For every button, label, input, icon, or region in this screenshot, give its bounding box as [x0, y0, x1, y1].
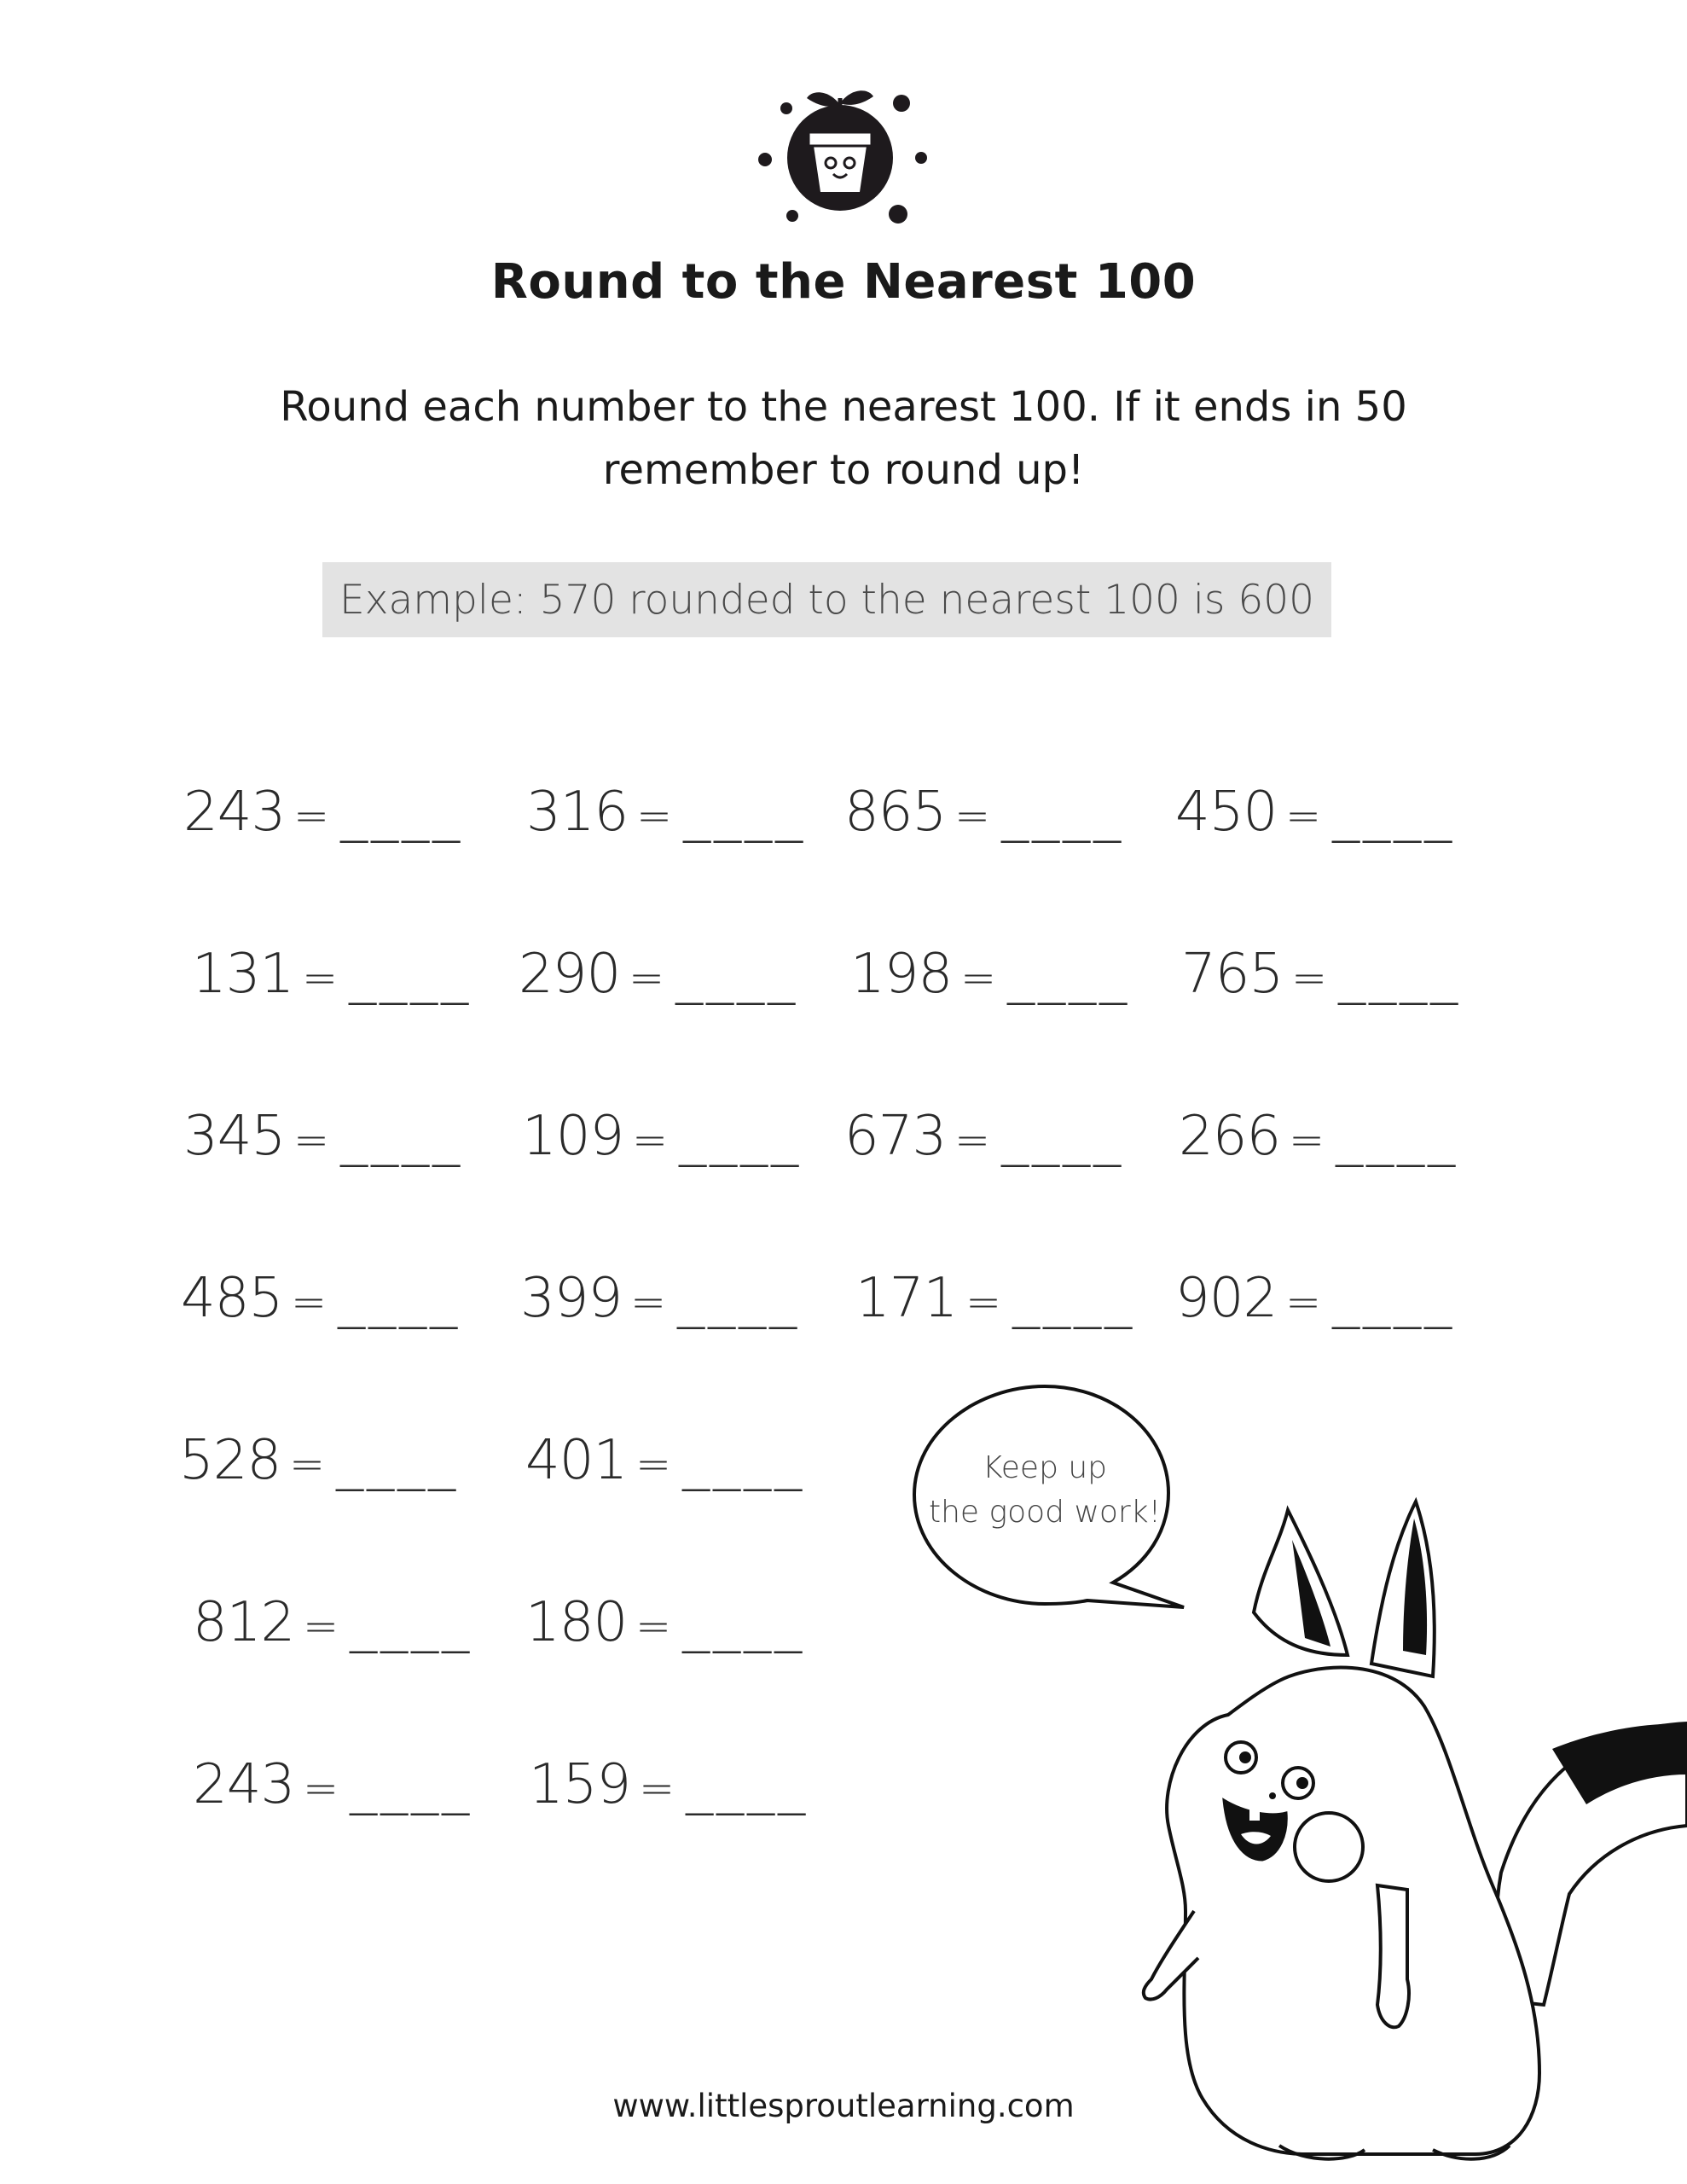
equals-sign: = [635, 1601, 671, 1651]
problem-number: 450 [1175, 781, 1278, 844]
equals-sign: = [1285, 1277, 1321, 1327]
equals-sign: = [1285, 791, 1321, 840]
equals-sign: = [954, 1115, 990, 1165]
instructions [0, 375, 1687, 502]
equals-sign: = [965, 1277, 1001, 1327]
answer-blank[interactable]: ____ [350, 1753, 473, 1816]
equals-sign: = [954, 791, 990, 840]
answer-blank[interactable]: ____ [338, 1267, 461, 1330]
problem-item [522, 1105, 802, 1168]
equals-sign: = [632, 1115, 668, 1165]
problem-number: 485 [181, 1267, 283, 1330]
problem-item [850, 943, 1130, 1006]
problem-item [520, 1267, 800, 1330]
equals-sign: = [629, 953, 664, 1002]
problem-number: 902 [1175, 1267, 1278, 1330]
problem-number: 243 [183, 781, 286, 844]
problem-number: 528 [179, 1429, 281, 1492]
answer-blank[interactable]: ____ [1336, 1105, 1459, 1168]
answer-blank[interactable]: ____ [686, 1753, 809, 1816]
answer-blank[interactable]: ____ [1332, 781, 1456, 844]
problem-item [529, 1753, 809, 1816]
problem-number: 131 [192, 943, 294, 1006]
equals-sign: = [1289, 1115, 1325, 1165]
problem-number: 290 [519, 943, 621, 1006]
answer-blank[interactable]: ____ [1001, 781, 1125, 844]
problem-number: 812 [193, 1591, 295, 1654]
problem-item [193, 1753, 472, 1816]
example-text: Example: 570 rounded to the nearest 100 is 600 [339, 576, 1315, 624]
problem-number: 159 [529, 1753, 631, 1816]
problem-item [525, 1429, 805, 1492]
sprout-pot-logo-icon [751, 73, 930, 230]
problem-number: 401 [525, 1429, 628, 1492]
answer-blank[interactable]: ____ [683, 781, 807, 844]
answer-blank[interactable]: ____ [340, 781, 464, 844]
equals-sign: = [289, 1439, 325, 1489]
problem-item [519, 943, 798, 1006]
problem-number: 865 [844, 781, 947, 844]
instructions-line-2: remember to round up! [602, 446, 1085, 494]
equals-sign: = [291, 1277, 327, 1327]
problem-item [526, 781, 806, 844]
problem-item [844, 1105, 1124, 1168]
equals-sign: = [635, 1439, 671, 1489]
problem-item [1179, 1105, 1458, 1168]
answer-blank[interactable]: ____ [1332, 1267, 1456, 1330]
problem-item [179, 1429, 459, 1492]
equals-sign: = [636, 791, 672, 840]
problem-item [1175, 781, 1455, 844]
problem-number: 316 [526, 781, 629, 844]
answer-blank[interactable]: ____ [350, 1591, 473, 1654]
answer-blank[interactable]: ____ [679, 1105, 803, 1168]
answer-blank[interactable]: ____ [1338, 943, 1462, 1006]
speech-bubble-line-2: the good work! [928, 1495, 1162, 1530]
equals-sign: = [293, 1115, 329, 1165]
equals-sign: = [302, 953, 338, 1002]
problem-item [525, 1591, 805, 1654]
problem-item [1175, 1267, 1455, 1330]
problem-number: 765 [1181, 943, 1284, 1006]
problem-item [844, 781, 1124, 844]
equals-sign: = [639, 1763, 675, 1813]
problem-item [1181, 943, 1461, 1006]
example-box [322, 562, 1331, 637]
problem-item [183, 781, 463, 844]
problem-number: 673 [844, 1105, 947, 1168]
problem-number: 266 [1179, 1105, 1281, 1168]
problem-number: 109 [522, 1105, 624, 1168]
instructions-line-1: Round each number to the nearest 100. If it ends in 50 [280, 383, 1407, 431]
answer-blank[interactable]: ____ [1007, 943, 1131, 1006]
equals-sign: = [303, 1601, 339, 1651]
equals-sign: = [1291, 953, 1327, 1002]
problem-number: 180 [525, 1591, 628, 1654]
answer-blank[interactable]: ____ [675, 943, 799, 1006]
answer-blank[interactable]: ____ [349, 943, 472, 1006]
problem-number: 171 [855, 1267, 958, 1330]
problem-number: 243 [193, 1753, 295, 1816]
equals-sign: = [303, 1763, 339, 1813]
problem-item [183, 1105, 463, 1168]
footer-website[interactable]: www.littlesproutlearning.com [612, 2088, 1075, 2124]
problem-item [855, 1267, 1135, 1330]
problem-number: 345 [183, 1105, 286, 1168]
problem-number: 198 [850, 943, 953, 1006]
equals-sign: = [960, 953, 996, 1002]
answer-blank[interactable]: ____ [340, 1105, 464, 1168]
page-title: Round to the Nearest 100 [490, 254, 1197, 310]
speech-bubble-text [913, 1446, 1177, 1535]
equals-sign: = [630, 1277, 666, 1327]
problem-item [193, 1591, 472, 1654]
answer-blank[interactable]: ____ [336, 1429, 460, 1492]
answer-blank[interactable]: ____ [677, 1267, 801, 1330]
answer-blank[interactable]: ____ [1001, 1105, 1125, 1168]
equals-sign: = [293, 791, 329, 840]
answer-blank[interactable]: ____ [1012, 1267, 1136, 1330]
speech-bubble-line-1: Keep up [982, 1450, 1108, 1485]
problem-item [192, 943, 472, 1006]
answer-blank[interactable]: ____ [682, 1591, 806, 1654]
problem-item [181, 1267, 461, 1330]
problem-number: 399 [520, 1267, 623, 1330]
answer-blank[interactable]: ____ [682, 1429, 806, 1492]
